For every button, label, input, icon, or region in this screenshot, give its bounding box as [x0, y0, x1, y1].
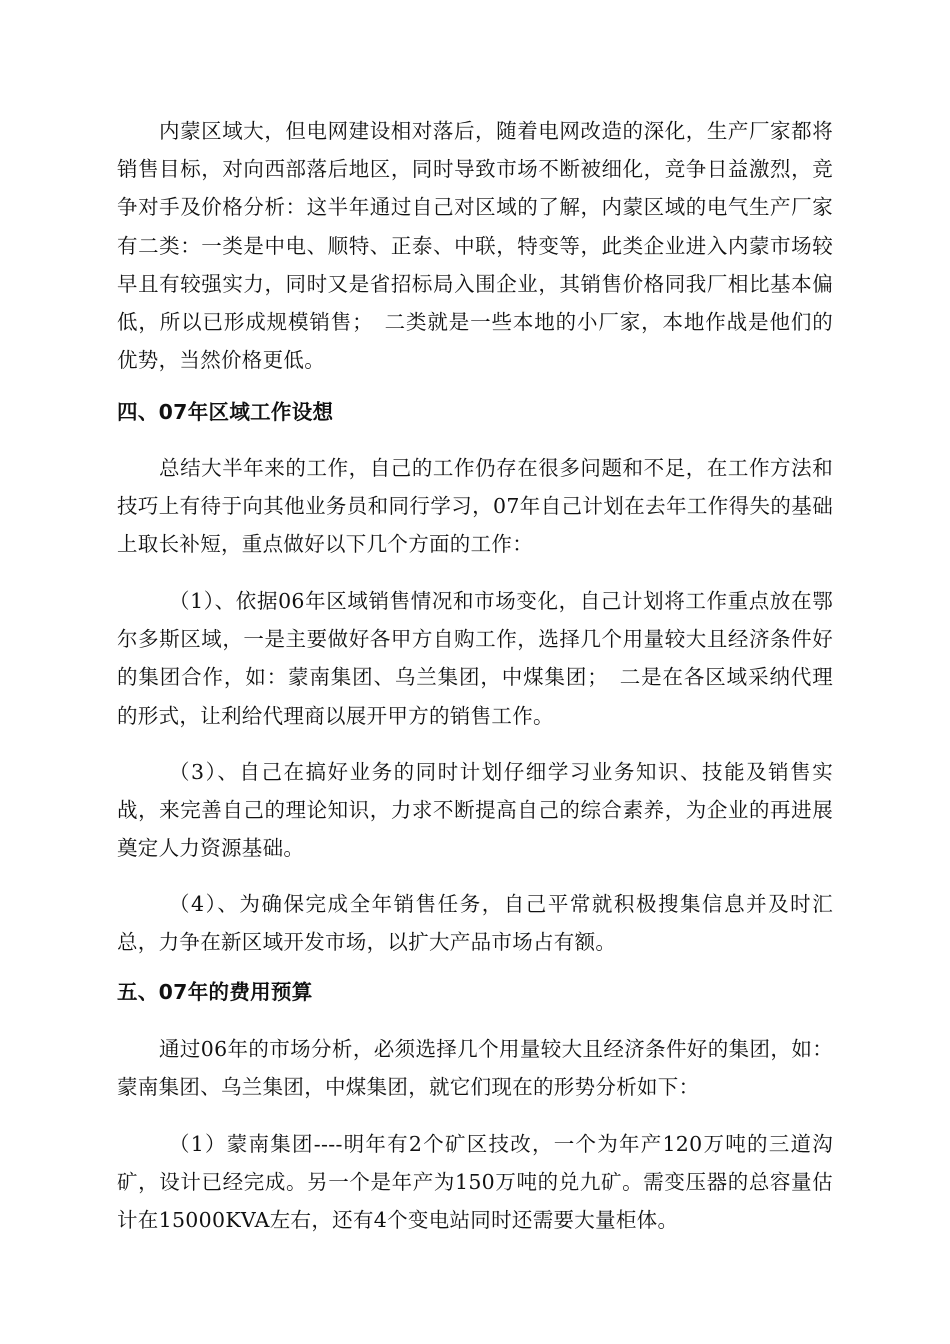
section-heading-5: 五、07年的费用预算 [117, 980, 313, 1004]
paragraph-mengnan-group: （1）蒙南集团----明年有2个矿区技改，一个为年产120万吨的三道沟矿，设计已经完成。另一个是年产为150万吨的兑九矿。需变压器的总容量估计在15000KVA左右，还有4个变电站同时还需要大量柜体。 [117, 1132, 833, 1233]
section-heading-4: 四、07年区域工作设想 [117, 400, 334, 424]
paragraph-plan-item-1: （1）、依据06年区域销售情况和市场变化，自己计划将工作重点放在鄂尔多斯区域，一是主要做好各甲方自购工作，选择几个用量较大且经济条件好的集团合作，如：蒙南集团、乌兰集团，中煤集团； 二是在各区域采纳代理的形式，让利给代理商以展开甲方的销售工作。 [117, 589, 833, 728]
paragraph-plan-item-3: （3）、自己在搞好业务的同时计划仔细学习业务知识、技能及销售实战，来完善自己的理论知识，力求不断提高自己的综合素养，为企业的再进展奠定人力资源基础。 [117, 760, 833, 861]
paragraph-market-competition: 内蒙区域大，但电网建设相对落后，随着电网改造的深化，生产厂家都将销售目标，对向西部落后地区，同时导致市场不断被细化，竞争日益激烈，竞争对手及价格分析：这半年通过自己对区域的了解，内蒙区域的电气生产厂家有二类：一类是中电、顺特、正泰、中联，特变等，此类企业进入内蒙市场较早且有较强实力，同时又是省招标局入围企业，其销售价格同我厂相比基本偏低，所以已形成规模销售； 二类就是一些本地的小厂家，本地作战是他们的优势，当然价格更低。 [117, 119, 833, 373]
paragraph-work-summary: 总结大半年来的工作，自己的工作仍存在很多问题和不足，在工作方法和技巧上有待于向其他业务员和同行学习，07年自己计划在去年工作得失的基础上取长补短，重点做好以下几个方面的工作： [117, 456, 833, 557]
paragraph-market-analysis: 通过06年的市场分析，必须选择几个用量较大且经济条件好的集团，如：蒙南集团、乌兰集团，中煤集团，就它们现在的形势分析如下： [117, 1037, 833, 1100]
paragraph-plan-item-4: （4）、为确保完成全年销售任务，自己平常就积极搜集信息并及时汇总，力争在新区域开发市场，以扩大产品市场占有额。 [117, 892, 833, 955]
